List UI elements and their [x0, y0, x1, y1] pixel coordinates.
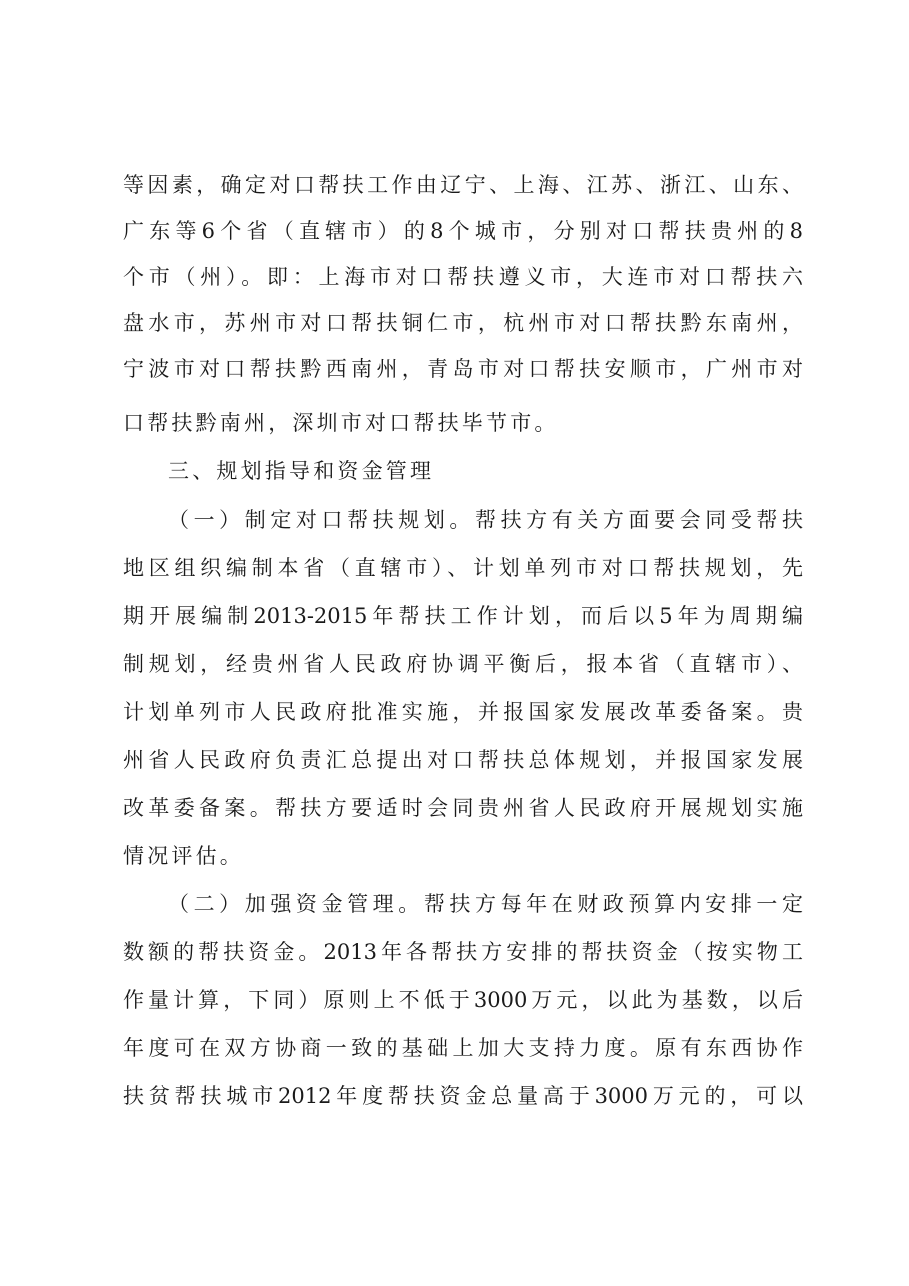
body-text-line: 年度可在双方协商一致的基础上加大支持力度。原有东西协作 [123, 1036, 803, 1060]
body-text-line: 改革委备案。帮扶方要适时会同贵州省人民政府开展规划实施 [123, 796, 803, 820]
body-text-line: 州省人民政府负责汇总提出对口帮扶总体规划，并报国家发展 [123, 748, 803, 772]
paragraph-first-line: （一）制定对口帮扶规划。帮扶方有关方面要会同受帮扶 [168, 508, 803, 532]
paragraph-first-line: （二）加强资金管理。帮扶方每年在财政预算内安排一定 [168, 892, 803, 916]
body-text-line: 口帮扶黔南州，深圳市对口帮扶毕节市。 [123, 411, 559, 435]
body-text-line: 盘水市，苏州市对口帮扶铜仁市，杭州市对口帮扶黔东南州， [123, 311, 803, 335]
body-text-line: 计划单列市人民政府批准实施，并报国家发展改革委备案。贵 [123, 700, 803, 724]
body-text-line: 数额的帮扶资金。2013年各帮扶方安排的帮扶资金（按实物工 [123, 940, 803, 964]
body-text-line: 宁波市对口帮扶黔西南州，青岛市对口帮扶安顺市，广州市对 [123, 357, 803, 381]
body-text-line: 广东等6个省（直辖市）的8个城市，分别对口帮扶贵州的8 [123, 219, 803, 243]
body-text-line: 期开展编制2013-2015年帮扶工作计划，而后以5年为周期编 [123, 604, 803, 628]
body-text-line: 个市（州）。即：上海市对口帮扶遵义市，大连市对口帮扶六 [123, 265, 803, 289]
body-text-line: 地区组织编制本省（直辖市）、计划单列市对口帮扶规划，先 [123, 556, 803, 580]
body-text-line: 制规划，经贵州省人民政府协调平衡后，报本省（直辖市）、 [123, 652, 803, 676]
body-text-line: 作量计算，下同）原则上不低于3000万元，以此为基数，以后 [123, 988, 803, 1012]
section-heading: 三、规划指导和资金管理 [168, 459, 435, 483]
body-text-line: 等因素，确定对口帮扶工作由辽宁、上海、江苏、浙江、山东、 [123, 173, 803, 197]
body-text-line: 扶贫帮扶城市2012年度帮扶资金总量高于3000万元的，可以 [123, 1084, 803, 1108]
body-text-line: 情况评估。 [123, 844, 244, 868]
